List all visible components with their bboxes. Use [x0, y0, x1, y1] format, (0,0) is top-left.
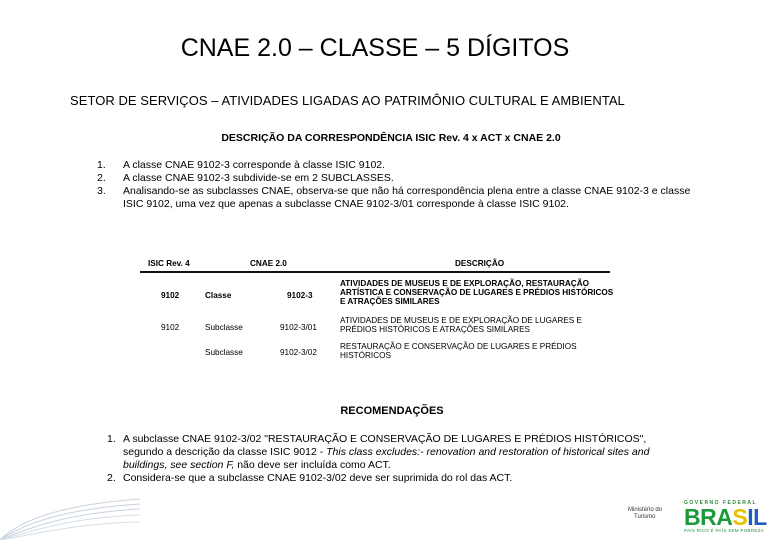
- table-cell-level: Subclasse: [205, 348, 243, 357]
- list-item: 2. A classe CNAE 9102-3 subdivide-se em 2 SUBCLASSES.: [97, 172, 394, 184]
- header-rule: [140, 271, 610, 273]
- decorative-swoosh: [0, 495, 140, 540]
- description-heading: DESCRIÇÃO DA CORRESPONDÊNCIA ISIC Rev. 4 x ACT x CNAE 2.0: [221, 132, 561, 144]
- ministerio-turismo-logo: Ministério do Turismo: [628, 507, 663, 520]
- header-isic: ISIC Rev. 4: [148, 259, 190, 268]
- page-title: CNAE 2.0 – CLASSE – 5 DÍGITOS: [180, 34, 570, 62]
- table-cell-code: 9102-3: [287, 291, 313, 300]
- brasil-wordmark: BRASIL: [684, 504, 767, 530]
- list-item: 3. Analisando-se as subclasses CNAE, observa-se que não há correspondência plena entre a classe CNAE 9102-3 e classe ISIC 9102, uma vez que apenas a subclasse CNAE 9102-3/01 corresponde à classe ISIC 9102.: [97, 185, 691, 210]
- description-list: [97, 159, 697, 211]
- brasil-governo-federal-logo: GOVERNO FEDERAL BRASIL PAÍS RICO É PAÍS SEM POBREZA: [684, 500, 767, 533]
- table-cell-isic: 9102: [161, 291, 180, 300]
- table-cell-desc: RESTAURAÇÃO E CONSERVAÇÃO DE LUGARES E PRÉDIOS HISTÓRICOS: [340, 342, 577, 360]
- table-cell-code: 9102-3/01: [280, 323, 317, 332]
- header-cnae: CNAE 2.0: [250, 259, 287, 268]
- sector-heading: SETOR DE SERVIÇOS – ATIVIDADES LIGADAS AO PATRIMÔNIO CULTURAL E AMBIENTAL: [70, 93, 625, 108]
- list-item: 2. Considera-se que a subclasse CNAE 9102-3/02 deve ser suprimida do rol das ACT.: [107, 472, 513, 484]
- header-descricao: DESCRIÇÃO: [455, 259, 505, 268]
- table-cell-level: Subclasse: [205, 323, 243, 332]
- table-cell-desc: ATIVIDADES DE MUSEUS E DE EXPLORAÇÃO DE LUGARES E PRÉDIOS HISTÓRICOS E ATRAÇÕES SIMILARES: [340, 316, 582, 334]
- recommendations-list: [107, 433, 667, 485]
- list-item: 1. A classe CNAE 9102-3 corresponde à classe ISIC 9102.: [97, 159, 386, 171]
- correspondence-table: [140, 259, 614, 365]
- table-cell-isic: 9102: [161, 323, 180, 332]
- list-item: 1. A subclasse CNAE 9102-3/02 "RESTAURAÇÃO E CONSERVAÇÃO DE LUGARES E PRÉDIOS HISTÓRICOS", segundo a descrição da classe ISIC 9012 - This class excludes:- renovation and restoration of historical sites and buildings, see section F, não deve ser incluída como ACT.: [107, 433, 650, 471]
- table-cell-code: 9102-3/02: [280, 348, 317, 357]
- recommendations-title: RECOMENDAÇÕES: [340, 405, 444, 417]
- table-cell-desc: ATIVIDADES DE MUSEUS E DE EXPLORAÇÃO, RESTAURAÇÃO ARTÍSTICA E CONSERVAÇÃO DE LUGARES E PRÉDIOS HISTÓRICOS E ATRAÇÕES SIMILARES: [340, 279, 614, 306]
- table-cell-level: Classe: [205, 291, 232, 300]
